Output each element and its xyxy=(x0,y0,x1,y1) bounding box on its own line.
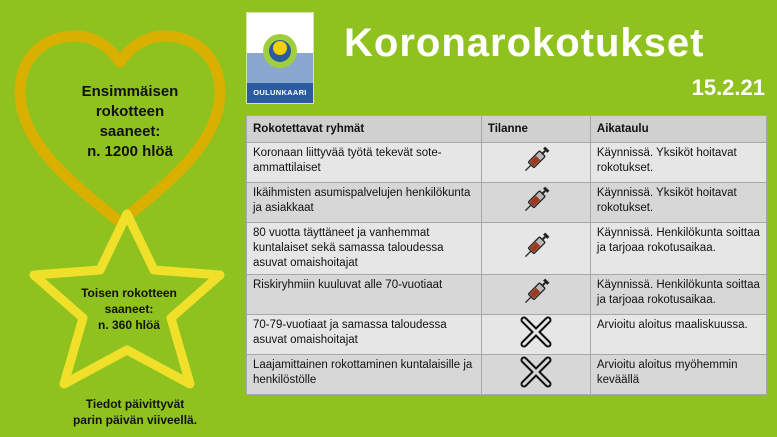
first-dose-line: saaneet: xyxy=(99,123,161,140)
status-cell xyxy=(481,223,590,275)
decorative-shapes xyxy=(0,0,240,437)
cross-icon xyxy=(519,355,553,389)
group-cell: Koronaan liittyvää työtä tekevät sote-ammattilaiset xyxy=(247,143,482,183)
group-cell: Ikäihmisten asumispalvelujen henkilökunta ja asiakkaat xyxy=(247,183,482,223)
second-dose-line: Toisen rokotteen xyxy=(81,286,177,300)
syringe-icon xyxy=(519,275,553,309)
group-cell: Riskiryhmiin kuuluvat alle 70-vuotiaat xyxy=(247,275,482,315)
table-row xyxy=(247,223,767,275)
table-row xyxy=(247,315,767,355)
schedule-cell: Arvioitu aloitus myöhemmin keväällä xyxy=(590,355,766,395)
status-cell xyxy=(481,315,590,355)
schedule-cell: Käynnissä. Henkilökunta soittaa ja tarjoaa rokotusaikaa. xyxy=(590,223,766,275)
syringe-icon xyxy=(519,229,553,263)
schedule-cell: Käynnissä. Yksiköt hoitavat rokotukset. xyxy=(590,183,766,223)
header-groups: Rokotettavat ryhmät xyxy=(247,116,482,143)
schedule-cell: Käynnissä. Henkilökunta soittaa ja tarjoaa rokotusaikaa. xyxy=(590,275,766,315)
first-dose-line: Ensimmäisen xyxy=(81,83,179,100)
second-dose-count: n. 360 hlöä xyxy=(97,318,161,332)
header-status: Tilanne xyxy=(481,116,590,143)
logo-emblem xyxy=(247,13,313,83)
table-header-row xyxy=(247,116,767,143)
status-cell xyxy=(481,143,590,183)
schedule-cell: Arvioitu aloitus maaliskuussa. xyxy=(590,315,766,355)
page-date: 15.2.21 xyxy=(691,75,765,100)
first-dose-summary xyxy=(40,82,220,162)
syringe-icon xyxy=(519,143,553,177)
cross-icon xyxy=(519,315,553,349)
status-cell xyxy=(481,183,590,223)
oulunkaari-logo xyxy=(246,12,314,104)
table-row xyxy=(247,275,767,315)
page-title: Koronarokotukset xyxy=(344,21,705,65)
second-dose-line: saaneet: xyxy=(104,302,154,316)
update-note-line: Tiedot päivittyvät xyxy=(85,397,185,411)
header-schedule: Aikataulu xyxy=(590,116,766,143)
status-cell xyxy=(481,275,590,315)
group-cell: 80 vuotta täyttäneet ja vanhemmat kuntalaiset sekä samassa taloudessa asuvat omaishoitajat xyxy=(247,223,482,275)
vaccination-schedule-table xyxy=(246,115,767,395)
update-note-line: parin päivän viiveellä. xyxy=(72,413,198,427)
table-row xyxy=(247,355,767,395)
second-dose-summary xyxy=(70,285,188,333)
syringe-icon xyxy=(519,183,553,217)
schedule-cell: Käynnissä. Yksiköt hoitavat rokotukset. xyxy=(590,143,766,183)
group-cell: 70-79-vuotiaat ja samassa taloudessa asuvat omaishoitajat xyxy=(247,315,482,355)
first-dose-line: rokotteen xyxy=(95,103,165,120)
first-dose-count: n. 1200 hlöä xyxy=(87,143,173,160)
table-row xyxy=(247,183,767,223)
group-cell: Laajamittainen rokottaminen kuntalaisille ja henkilöstölle xyxy=(247,355,482,395)
update-note xyxy=(40,396,230,428)
logo-text: OULUNKAARI xyxy=(247,83,313,103)
status-cell xyxy=(481,355,590,395)
table-row xyxy=(247,143,767,183)
